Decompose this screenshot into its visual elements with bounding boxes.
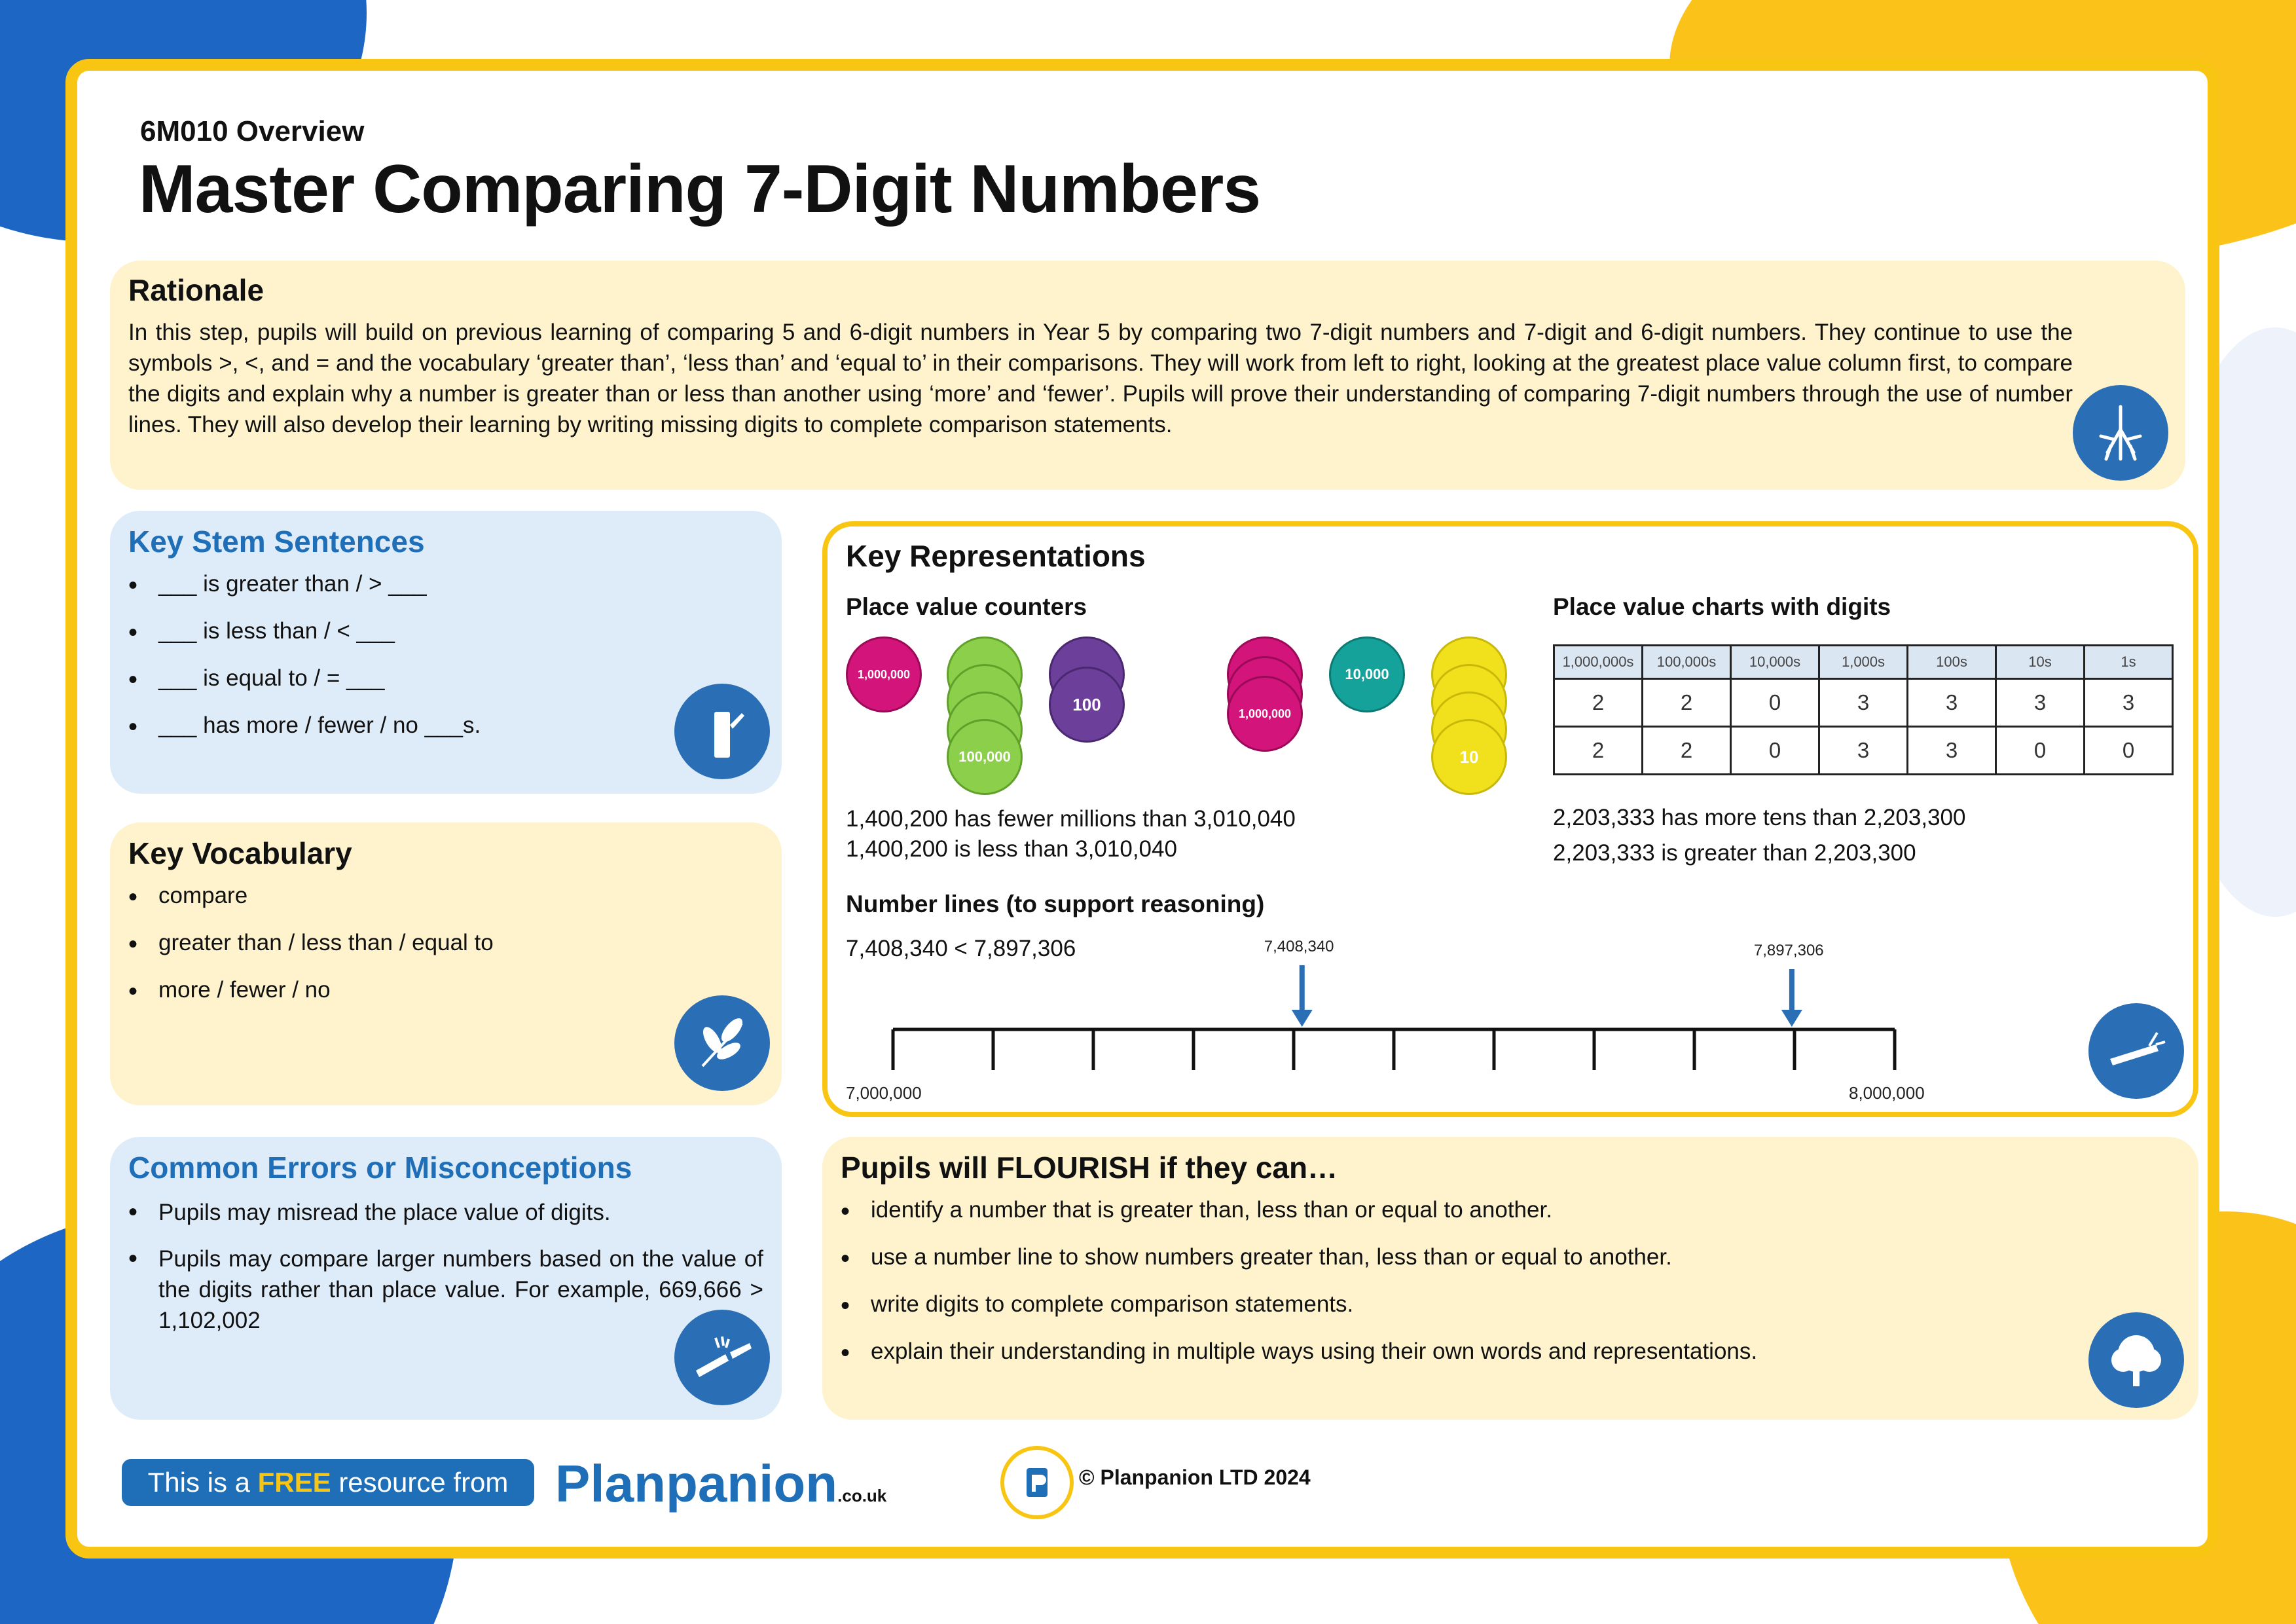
errors-panel [110, 1137, 782, 1420]
chart-statement-1: 2,203,333 has more tens than 2,203,300 [1553, 805, 1966, 830]
counter-100000: 100,000 [947, 719, 1023, 795]
chart-cell: 0 [2085, 727, 2173, 775]
rationale-panel [110, 261, 2185, 490]
marker-label-2: 7,897,306 [1753, 942, 1824, 959]
chart-header-cell: 100s [1908, 646, 1996, 679]
roots-icon [2073, 385, 2168, 481]
chart-header-cell: 10s [1996, 646, 2085, 679]
chart-cell: 0 [1731, 727, 1819, 775]
list-item: • identify a number that is greater than, less than or equal to another. [841, 1197, 2052, 1244]
chart-cell: 3 [2085, 679, 2173, 727]
flourish-panel [822, 1137, 2198, 1420]
free-suffix: resource from [331, 1467, 509, 1498]
planpanion-badge-icon [1000, 1446, 1074, 1519]
leaves-icon [674, 995, 770, 1091]
chart-heading: Place value charts with digits [1553, 593, 1891, 620]
representations-panel [822, 521, 2198, 1117]
lesson-code: 6M010 Overview [140, 115, 365, 147]
chart-header-cell: 1,000s [1819, 646, 1908, 679]
marker-label-1: 7,408,340 [1264, 938, 1334, 955]
counter-1000000: 1,000,000 [846, 637, 922, 712]
chart-cell: 3 [1819, 679, 1908, 727]
counter-10000: 10,000 [1329, 637, 1405, 712]
counters-statement-1: 1,400,200 has fewer millions than 3,010,040 [846, 806, 1296, 832]
chart-cell: 0 [1996, 727, 2085, 775]
list-item: • compare [128, 883, 718, 930]
planpanion-logo[interactable] [555, 1454, 886, 1514]
list-item: • write digits to complete comparison statements. [841, 1291, 2052, 1338]
counter-1000000: 1,000,000 [1227, 676, 1303, 752]
list-item: • explain their understanding in multiple ways using their own words and representations. [841, 1338, 2052, 1386]
branch-icon [2088, 1003, 2184, 1099]
chart-header-cell: 10,000s [1731, 646, 1819, 679]
list-item: • Pupils may compare larger numbers based on the value of the digits rather than place value. For example, 669,666 > 1,102,002 [128, 1244, 763, 1336]
vocab-heading: Key Vocabulary [128, 836, 352, 870]
errors-heading: Common Errors or Misconceptions [128, 1151, 632, 1185]
logo-suffix: .co.uk [837, 1486, 887, 1505]
list-item: • ___ is equal to / = ___ [128, 665, 718, 712]
vocab-list [128, 883, 718, 1024]
free-resource-banner[interactable] [122, 1459, 534, 1506]
stem-list [128, 571, 718, 760]
flourish-heading: Pupils will FLOURISH if they can… [841, 1151, 1338, 1185]
marker-arrow-head [1292, 1010, 1313, 1027]
logo-text: Planpanion [555, 1454, 838, 1513]
list-item: • ___ is less than / < ___ [128, 618, 718, 665]
list-item: • use a number line to show numbers greater than, less than or equal to another. [841, 1244, 2052, 1291]
copyright: © Planpanion LTD 2024 [1079, 1466, 1311, 1489]
trunk-icon [674, 684, 770, 779]
chart-cell: 3 [1819, 727, 1908, 775]
page-title: Master Comparing 7-Digit Numbers [139, 151, 1261, 227]
list-item: • ___ is greater than / > ___ [128, 571, 718, 618]
representations-heading: Key Representations [846, 539, 1146, 573]
numberline-statement: 7,408,340 < 7,897,306 [846, 936, 1076, 961]
numberline-heading: Number lines (to support reasoning) [846, 891, 1265, 917]
chart-statement-2: 2,203,333 is greater than 2,203,300 [1553, 840, 1916, 866]
rationale-heading: Rationale [128, 273, 264, 307]
free-prefix: This is a [147, 1467, 258, 1498]
marker-arrow-head [1781, 1010, 1802, 1027]
list-item: • ___ has more / fewer / no ___s. [128, 712, 718, 760]
counter-10: 10 [1431, 719, 1507, 795]
chart-cell: 2 [1554, 727, 1643, 775]
stem-panel [110, 511, 782, 794]
free-word: FREE [257, 1467, 331, 1498]
rationale-text: In this step, pupils will build on previous learning of comparing 5 and 6-digit numbers in Year 5 by comparing two 7-digit numbers and 7-digit and 6-digit numbers. They continue to use the symbols >, <, and = and the vocabulary ‘greater than’, ‘less than’ and ‘equal to’ in their comparisons. They will work from left to right, looking at the greatest place value column first, to compare the digits and explain why a number is greater than or less than another using ‘more’ and ‘fewer’. Pupils will prove their understanding of comparing 7-digit numbers through the use of number lines. They will also develop their learning by writing missing digits to complete comparison statements. [128, 320, 2073, 437]
chart-cell: 3 [1908, 727, 1996, 775]
list-item: • greater than / less than / equal to [128, 930, 718, 977]
numberline-start-label: 7,000,000 [846, 1083, 922, 1103]
number-line [828, 526, 2196, 1116]
tree-icon [2088, 1312, 2184, 1408]
counters-heading: Place value counters [846, 593, 1087, 620]
overview-card [65, 59, 2219, 1559]
broken-branch-icon [674, 1310, 770, 1405]
counters-statement-2: 1,400,200 is less than 3,010,040 [846, 836, 1177, 862]
numberline-end-label: 8,000,000 [1849, 1083, 1925, 1103]
counter-100: 100 [1049, 667, 1125, 743]
chart-header-cell: 100,000s [1643, 646, 1731, 679]
chart-header-cell: 1s [2085, 646, 2173, 679]
chart-cell: 2 [1643, 727, 1731, 775]
list-item: • Pupils may misread the place value of digits. [128, 1197, 763, 1228]
chart-cell: 0 [1731, 679, 1819, 727]
chart-cell: 3 [1996, 679, 2085, 727]
flourish-list [841, 1197, 2052, 1386]
errors-list [128, 1197, 763, 1336]
chart-header-cell: 1,000,000s [1554, 646, 1643, 679]
chart-cell: 2 [1643, 679, 1731, 727]
stem-heading: Key Stem Sentences [128, 525, 425, 559]
chart-cell: 2 [1554, 679, 1643, 727]
list-item: • more / fewer / no [128, 977, 718, 1024]
chart-cell: 3 [1908, 679, 1996, 727]
vocab-panel [110, 822, 782, 1105]
